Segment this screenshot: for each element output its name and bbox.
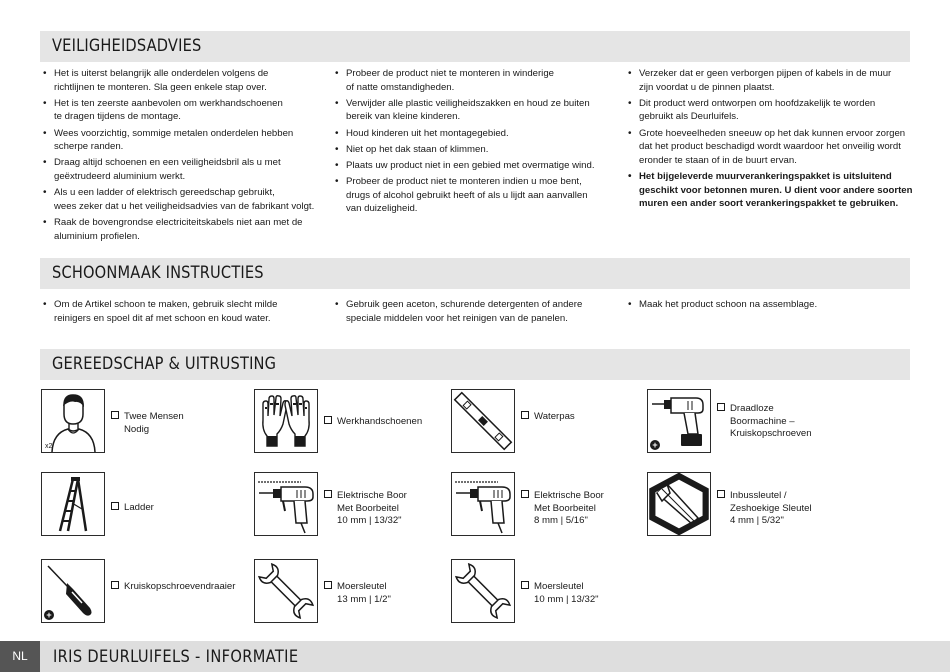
tool-electric-drill-8 bbox=[451, 472, 641, 536]
checkbox[interactable] bbox=[717, 490, 725, 498]
cleaning-section-header bbox=[40, 258, 910, 289]
safety-item: • Draag altijd schoenen en een veiligheidsbril als u met geëxtrudeerd aluminium werkt. bbox=[42, 156, 332, 183]
safety-item: • Niet op het dak staan of klimmen. bbox=[334, 143, 624, 157]
tool-electric-drill-10 bbox=[254, 472, 444, 536]
safety-section-header bbox=[40, 31, 910, 62]
tool-allen-key bbox=[647, 472, 837, 536]
cleaning-column-1 bbox=[42, 298, 332, 328]
tool-screwdriver bbox=[41, 559, 236, 623]
checkbox[interactable] bbox=[521, 490, 529, 498]
language-badge: NL bbox=[0, 641, 40, 672]
tool-label: Werkhandschoenen bbox=[324, 416, 422, 429]
checkbox[interactable] bbox=[521, 581, 529, 589]
checkbox[interactable] bbox=[324, 490, 332, 498]
tool-work-gloves bbox=[254, 389, 444, 453]
cleaning-column-3 bbox=[627, 298, 917, 314]
checkbox[interactable] bbox=[324, 416, 332, 424]
cleaning-column-2 bbox=[334, 298, 624, 328]
tool-spirit-level bbox=[451, 389, 641, 453]
tool-label: Elektrische Boor Met Boorbeitel 8 mm | 5/16" bbox=[521, 490, 604, 528]
safety-item-warning: • Het bijgeleverde muurverankeringspakket is uitsluitend geschikt voor betonnen muren. U dient voor andere soorten muren een ander soort verankeringspakket te gebruiken. bbox=[627, 170, 927, 211]
wrench-icon bbox=[451, 559, 515, 623]
tool-wrench-13 bbox=[254, 559, 444, 623]
safety-item: • Probeer de product niet te monteren in winderige of natte omstandigheden. bbox=[334, 67, 624, 94]
safety-column-1 bbox=[42, 67, 332, 246]
wrench-icon bbox=[254, 559, 318, 623]
safety-item: • Dit product werd ontworpen om hoofdzakelijk te worden gebruikt als Deurluifels. bbox=[627, 97, 927, 124]
safety-item: • Houd kinderen uit het montagegebied. bbox=[334, 127, 624, 141]
tool-wrench-10 bbox=[451, 559, 641, 623]
checkbox[interactable] bbox=[111, 502, 119, 510]
tools-section-header bbox=[40, 349, 910, 380]
tool-label: Elektrische Boor Met Boorbeitel 10 mm | 13/32" bbox=[324, 490, 407, 528]
checkbox[interactable] bbox=[717, 403, 725, 411]
tool-label: Kruiskopschroevendraaier bbox=[111, 581, 235, 594]
tool-two-people bbox=[41, 389, 231, 453]
tool-label: Twee Mensen Nodig bbox=[111, 411, 184, 436]
gloves-icon bbox=[254, 389, 318, 453]
cleaning-item: • Maak het product schoon na assemblage. bbox=[627, 298, 917, 312]
safety-item: • Verwijder alle plastic veiligheidszakken en houd ze buiten bereik van kleine kinderen. bbox=[334, 97, 624, 124]
checkbox[interactable] bbox=[111, 411, 119, 419]
tool-label: Moersleutel 10 mm | 13/32" bbox=[521, 581, 599, 606]
safety-item: • Als u een ladder of elektrisch gereedschap gebruikt, wees zeker dat u het veiligheidsadvies van de fabrikant volgt. bbox=[42, 186, 332, 213]
safety-column-3 bbox=[627, 67, 927, 213]
safety-column-2 bbox=[334, 67, 624, 219]
tool-label: Inbussleutel / Zeshoekige Sleutel 4 mm | 5/32" bbox=[717, 490, 812, 528]
checkbox[interactable] bbox=[324, 581, 332, 589]
cleaning-section-title: SCHOONMAAK INSTRUCTIES bbox=[52, 263, 264, 283]
person-icon bbox=[41, 389, 105, 453]
plus-icon: + bbox=[44, 610, 54, 620]
safety-item: • Plaats uw product niet in een gebied met overmatige wind. bbox=[334, 159, 624, 173]
quantity-badge: x2 bbox=[45, 443, 53, 450]
safety-item: • Grote hoeveelheden sneeuw op het dak kunnen ervoor zorgen dat het product beschadigd wordt waardoor het onveilig wordt eronder te staan of in de buurt ervan. bbox=[627, 127, 927, 168]
cleaning-item: • Gebruik geen aceton, schurende detergenten of andere speciale middelen voor het reinigen van de panelen. bbox=[334, 298, 624, 325]
allen-key-icon bbox=[647, 472, 711, 536]
tool-label: Waterpas bbox=[521, 411, 575, 424]
page-footer bbox=[0, 641, 950, 672]
safety-item: • Raak de bovengrondse electriciteitskabels niet aan met de aluminium profielen. bbox=[42, 216, 332, 243]
checkbox[interactable] bbox=[521, 411, 529, 419]
safety-item: • Het is ten zeerste aanbevolen om werkhandschoenen te dragen tijdens de montage. bbox=[42, 97, 332, 124]
electric-drill-icon bbox=[254, 472, 318, 536]
tools-section-title: GEREEDSCHAP & UITRUSTING bbox=[52, 354, 277, 374]
spirit-level-icon bbox=[451, 389, 515, 453]
safety-section-title: VEILIGHEIDSADVIES bbox=[52, 36, 202, 56]
safety-item: • Het is uiterst belangrijk alle onderdelen volgens de richtlijnen te monteren. Sla geen enkele stap over. bbox=[42, 67, 332, 94]
tool-label: Ladder bbox=[111, 502, 154, 515]
tool-cordless-drill bbox=[647, 389, 837, 453]
cleaning-item: • Om de Artikel schoon te maken, gebruik slecht milde reinigers en spoel dit af met schoon en koud water. bbox=[42, 298, 332, 325]
tool-label: Moersleutel 13 mm | 1/2" bbox=[324, 581, 391, 606]
hex-icon bbox=[648, 473, 710, 535]
tool-ladder bbox=[41, 472, 231, 536]
safety-item: • Wees voorzichtig, sommige metalen onderdelen hebben scherpe randen. bbox=[42, 127, 332, 154]
safety-item: • Verzeker dat er geen verborgen pijpen of kabels in de muur zijn voordat u de pinnen plaatst. bbox=[627, 67, 927, 94]
ladder-icon bbox=[41, 472, 105, 536]
electric-drill-icon bbox=[451, 472, 515, 536]
footer-title: IRIS DEURLUIFELS - INFORMATIE bbox=[53, 647, 299, 667]
safety-item: • Probeer de product niet te monteren indien u moe bent, drugs of alcohol gebruikt heeft of als u lijdt aan aanvallen van duizeligheid. bbox=[334, 175, 624, 216]
checkbox[interactable] bbox=[111, 581, 119, 589]
cordless-drill-icon bbox=[647, 389, 711, 453]
plus-icon: + bbox=[650, 440, 660, 450]
screwdriver-icon bbox=[41, 559, 105, 623]
tool-label: Draadloze Boormachine – Kruiskopschroeven bbox=[717, 403, 812, 441]
